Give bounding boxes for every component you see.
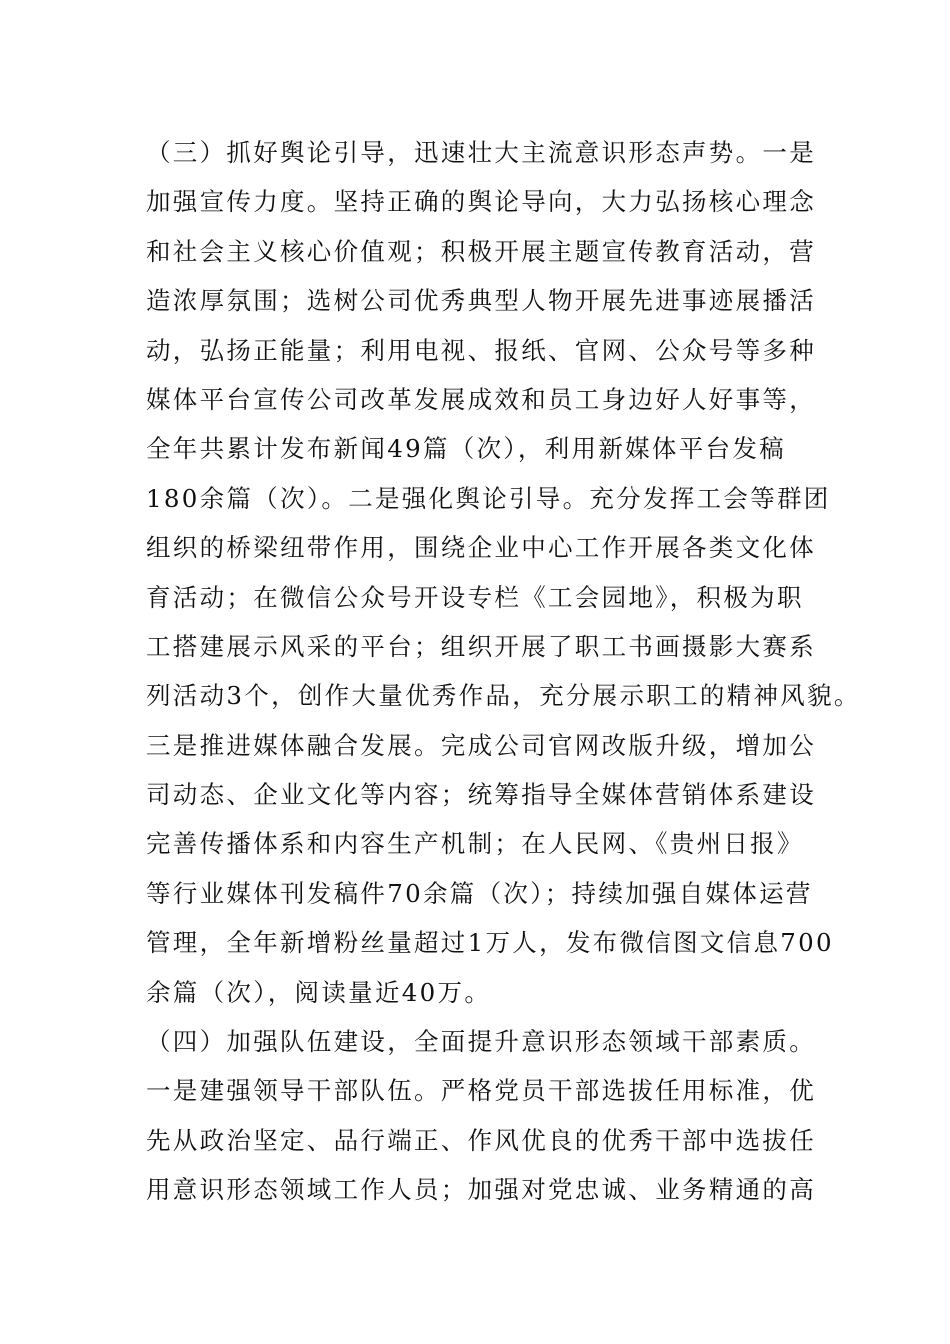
text-line: 180余篇（次）。二是强化舆论引导。充分发挥工会等群团 [146, 483, 831, 513]
text-line: （四）加强队伍建设，全面提升意识形态领域干部素质。 [146, 1027, 816, 1057]
text-line: 一是建强领导干部队伍。严格党员干部选拔任用标准，优 [146, 1076, 816, 1106]
text-line: 余篇（次），阅读量近40万。 [146, 977, 492, 1007]
text-line: 媒体平台宣传公司改革发展成效和员工身边好人好事等， [146, 384, 816, 414]
text-line: 用意识形态领域工作人员；加强对党忠诚、业务精通的高 [146, 1175, 816, 1205]
text-line: 造浓厚氛围；选树公司优秀典型人物开展先进事迹展播活 [146, 286, 816, 316]
text-line: 司动态、企业文化等内容；统筹指导全媒体营销体系建设 [146, 780, 816, 810]
text-line: 等行业媒体刊发稿件70余篇（次）；持续加强自媒体运营 [146, 878, 813, 908]
text-line: 组织的桥梁纽带作用，围绕企业中心工作开展各类文化体 [146, 533, 816, 563]
text-line: 育活动；在微信公众号开设专栏《工会园地》，积极为职 [146, 582, 804, 612]
text-line: （三）抓好舆论引导，迅速壮大主流意识形态声势。一是 [146, 138, 816, 167]
text-line: 完善传播体系和内容生产机制；在人民网、《贵州日报》 [146, 829, 804, 859]
text-line: 加强宣传力度。坚持正确的舆论导向，大力弘扬核心理念 [146, 187, 816, 217]
text-line: 全年共累计发布新闻49篇（次），利用新媒体平台发稿 [146, 434, 786, 464]
text-line: 列活动3个，创作大量优秀作品，充分展示职工的精神风貌。 [146, 681, 861, 711]
text-line: 管理，全年新增粉丝量超过1万人，发布微信图文信息700 [146, 928, 834, 958]
body-text [146, 128, 861, 1215]
text-line: 工搭建展示风采的平台；组织开展了职工书画摄影大赛系 [146, 631, 816, 661]
text-line: 先从政治坚定、品行端正、作风优良的优秀干部中选拔任 [146, 1125, 816, 1155]
text-line: 和社会主义核心价值观；积极开展主题宣传教育活动，营 [146, 236, 816, 266]
text-line: 三是推进媒体融合发展。完成公司官网改版升级，增加公 [146, 730, 816, 760]
text-line: 动，弘扬正能量；利用电视、报纸、官网、公众号等多种 [146, 335, 816, 365]
